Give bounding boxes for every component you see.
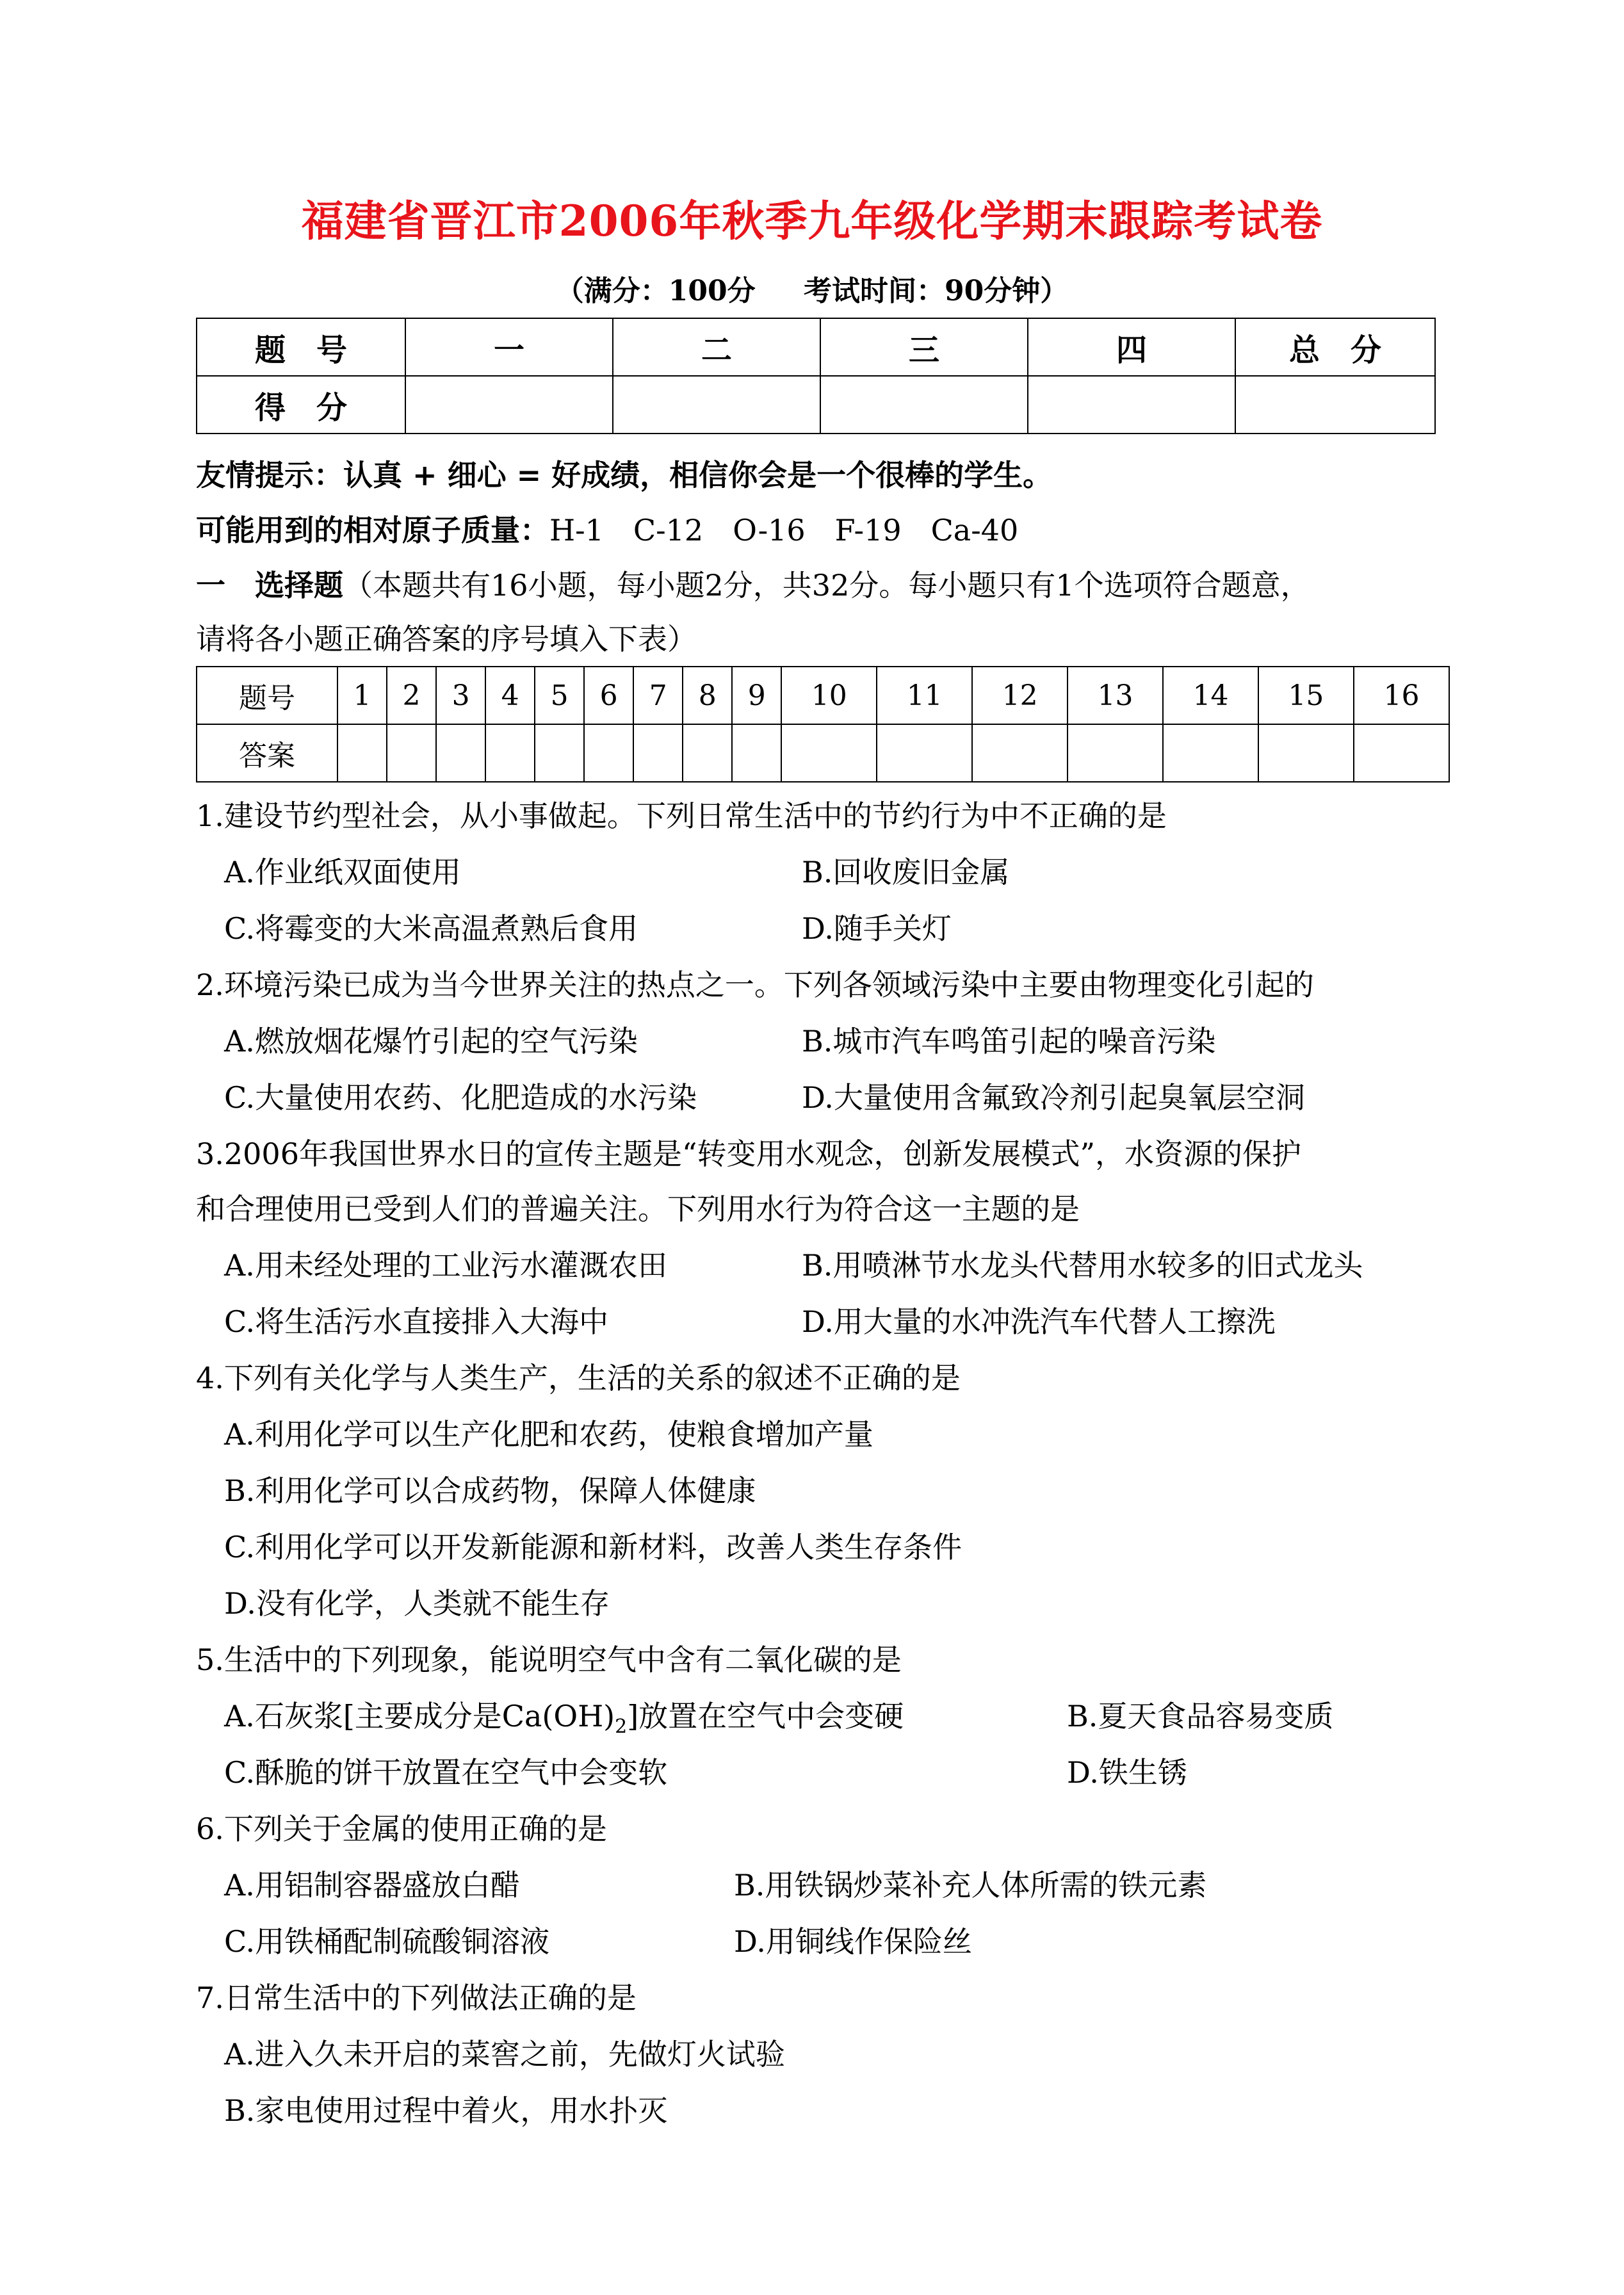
answer-number-cell: 2 xyxy=(387,667,436,724)
answer-number-cell: 6 xyxy=(584,667,633,724)
answer-cell[interactable] xyxy=(1258,724,1354,782)
q5-option-a-subscript: 2 xyxy=(615,1715,628,1739)
answer-number-cell: 11 xyxy=(877,667,972,724)
q3-option-c: C.将生活污水直接排入大海中 xyxy=(224,1304,609,1339)
q1-option-d: D.随手关灯 xyxy=(802,911,952,946)
score-header-cell: 一 xyxy=(405,318,613,376)
answer-cell[interactable] xyxy=(535,724,584,782)
answer-cell[interactable] xyxy=(436,724,485,782)
question-1: 1.建设节约型社会，从小事做起。下列日常生活中的节约行为中不正确的是 xyxy=(196,799,1167,833)
answer-cell[interactable] xyxy=(485,724,535,782)
answer-cell[interactable] xyxy=(683,724,732,782)
score-cell[interactable] xyxy=(1235,376,1435,434)
q5-option-d: D.铁生锈 xyxy=(1067,1755,1187,1790)
q6-option-d: D.用铜线作保险丝 xyxy=(734,1924,972,1959)
exam-time-text: 考试时间：90分钟） xyxy=(803,275,1069,307)
q6-option-c: C.用铁桶配制硫酸铜溶液 xyxy=(224,1924,550,1959)
section-one-heading: 一 选择题 xyxy=(196,568,343,603)
score-table xyxy=(196,318,1436,434)
q5-option-a-text-end: ]放置在空气中会变硬 xyxy=(627,1699,904,1733)
atomic-mass-line xyxy=(196,507,1018,549)
score-row-label: 得 分 xyxy=(197,376,405,434)
question-4: 4.下列有关化学与人类生产，生活的关系的叙述不正确的是 xyxy=(196,1361,961,1395)
answer-number-cell: 13 xyxy=(1068,667,1163,724)
q4-option-d: D.没有化学，人类就不能生存 xyxy=(224,1586,610,1621)
q6-option-b: B.用铁锅炒菜补充人体所需的铁元素 xyxy=(734,1868,1207,1902)
score-header-cell: 二 xyxy=(613,318,820,376)
answer-cell[interactable] xyxy=(877,724,972,782)
section-one-desc: （本题共有16小题，每小题2分，共32分。每小题只有1个选项符合题意， xyxy=(343,568,1310,603)
answer-number-cell: 4 xyxy=(485,667,535,724)
answer-cell[interactable] xyxy=(387,724,436,782)
q5-option-b: B.夏天食品容易变质 xyxy=(1067,1699,1334,1733)
score-header-cell: 四 xyxy=(1028,318,1235,376)
question-3: 3.2006年我国世界水日的宣传主题是“转变用水观念，创新发展模式”，水资源的保护 xyxy=(196,1137,1301,1171)
score-table-header-row xyxy=(197,318,1435,376)
answer-cell[interactable] xyxy=(1068,724,1163,782)
answer-cell[interactable] xyxy=(732,724,781,782)
answer-cell[interactable] xyxy=(1354,724,1449,782)
answer-number-cell: 3 xyxy=(436,667,485,724)
q5-option-c: C.酥脆的饼干放置在空气中会变软 xyxy=(224,1755,668,1790)
answer-cell[interactable] xyxy=(633,724,683,782)
q4-option-b: B.利用化学可以合成药物，保障人体健康 xyxy=(224,1473,756,1508)
question-2: 2.环境污染已成为当今世界关注的热点之一。下列各领域污染中主要由物理变化引起的 xyxy=(196,968,1314,1002)
q4-option-c: C.利用化学可以开发新能源和新材料，改善人类生存条件 xyxy=(224,1530,962,1564)
q6-option-a: A.用铝制容器盛放白醋 xyxy=(224,1868,520,1902)
answer-cell[interactable] xyxy=(1163,724,1258,782)
atomic-mass-label: 可能用到的相对原子质量： xyxy=(196,513,549,547)
friendly-tip: 友情提示：认真 + 细心 = 好成绩，相信你会是一个很棒的学生。 xyxy=(196,458,1053,492)
q1-option-b: B.回收废旧金属 xyxy=(802,855,1010,889)
answer-cell[interactable] xyxy=(781,724,877,782)
answer-table-answer-row xyxy=(197,724,1449,782)
score-cell[interactable] xyxy=(613,376,820,434)
q3-option-a: A.用未经处理的工业污水灌溉农田 xyxy=(224,1248,667,1283)
score-header-cell: 三 xyxy=(820,318,1028,376)
question-7: 7.日常生活中的下列做法正确的是 xyxy=(196,1981,637,2015)
exam-subtitle xyxy=(0,268,1624,309)
score-header-cell: 总 分 xyxy=(1235,318,1435,376)
answer-number-cell: 10 xyxy=(781,667,877,724)
score-header-cell: 题 号 xyxy=(197,318,405,376)
atomic-mass-values: H-1 C-12 O-16 F-19 Ca-40 xyxy=(549,513,1019,547)
q1-option-c: C.将霉变的大米高温煮熟后食用 xyxy=(224,911,638,946)
section-one-desc-line2: 请将各小题正确答案的序号填入下表） xyxy=(196,622,697,656)
answer-number-cell: 8 xyxy=(683,667,732,724)
answer-number-cell: 9 xyxy=(732,667,781,724)
question-3-line2: 和合理使用已受到人们的普遍关注。下列用水行为符合这一主题的是 xyxy=(196,1192,1080,1226)
q3-option-d: D.用大量的水冲洗汽车代替人工擦洗 xyxy=(802,1304,1276,1339)
score-cell[interactable] xyxy=(1028,376,1235,434)
answer-cell[interactable] xyxy=(972,724,1068,782)
score-cell[interactable] xyxy=(820,376,1028,434)
answer-number-cell: 5 xyxy=(535,667,584,724)
q2-option-b: B.城市汽车鸣笛引起的噪音污染 xyxy=(802,1024,1216,1058)
answer-number-cell: 7 xyxy=(633,667,683,724)
question-6: 6.下列关于金属的使用正确的是 xyxy=(196,1812,607,1846)
answer-number-cell: 16 xyxy=(1354,667,1449,724)
answer-cell[interactable] xyxy=(337,724,387,782)
q7-option-a: A.进入久未开启的菜窖之前，先做灯火试验 xyxy=(224,2037,785,2072)
score-cell[interactable] xyxy=(405,376,613,434)
exam-title: 福建省晋江市2006年秋季九年级化学期末跟踪考试卷 xyxy=(301,196,1323,246)
q4-option-a: A.利用化学可以生产化肥和农药，使粮食增加产量 xyxy=(224,1417,873,1452)
answer-number-cell: 1 xyxy=(337,667,387,724)
answer-table-number-row xyxy=(197,667,1449,724)
q3-option-b: B.用喷淋节水龙头代替用水较多的旧式龙头 xyxy=(802,1248,1363,1283)
answer-number-label: 题号 xyxy=(197,667,337,724)
q2-option-a: A.燃放烟花爆竹引起的空气污染 xyxy=(224,1024,638,1058)
answer-number-cell: 15 xyxy=(1258,667,1354,724)
score-table-row xyxy=(197,376,1435,434)
question-5: 5.生活中的下列现象，能说明空气中含有二氧化碳的是 xyxy=(196,1642,902,1677)
answer-number-cell: 14 xyxy=(1163,667,1258,724)
q1-option-a: A.作业纸双面使用 xyxy=(224,855,461,889)
answer-table xyxy=(196,666,1450,783)
section-one-heading-line xyxy=(196,562,1310,604)
answer-cell[interactable] xyxy=(584,724,633,782)
full-score-text: （满分：100分 xyxy=(555,275,756,307)
q5-option-a-text: A.石灰浆[主要成分是Ca(OH) xyxy=(224,1699,615,1733)
q5-option-a xyxy=(224,1693,904,1738)
answer-label: 答案 xyxy=(197,724,337,782)
answer-number-cell: 12 xyxy=(972,667,1068,724)
q2-option-d: D.大量使用含氟致冷剂引起臭氧层空洞 xyxy=(802,1080,1305,1115)
q7-option-b: B.家电使用过程中着火，用水扑灭 xyxy=(224,2093,668,2128)
q2-option-c: C.大量使用农药、化肥造成的水污染 xyxy=(224,1080,697,1115)
